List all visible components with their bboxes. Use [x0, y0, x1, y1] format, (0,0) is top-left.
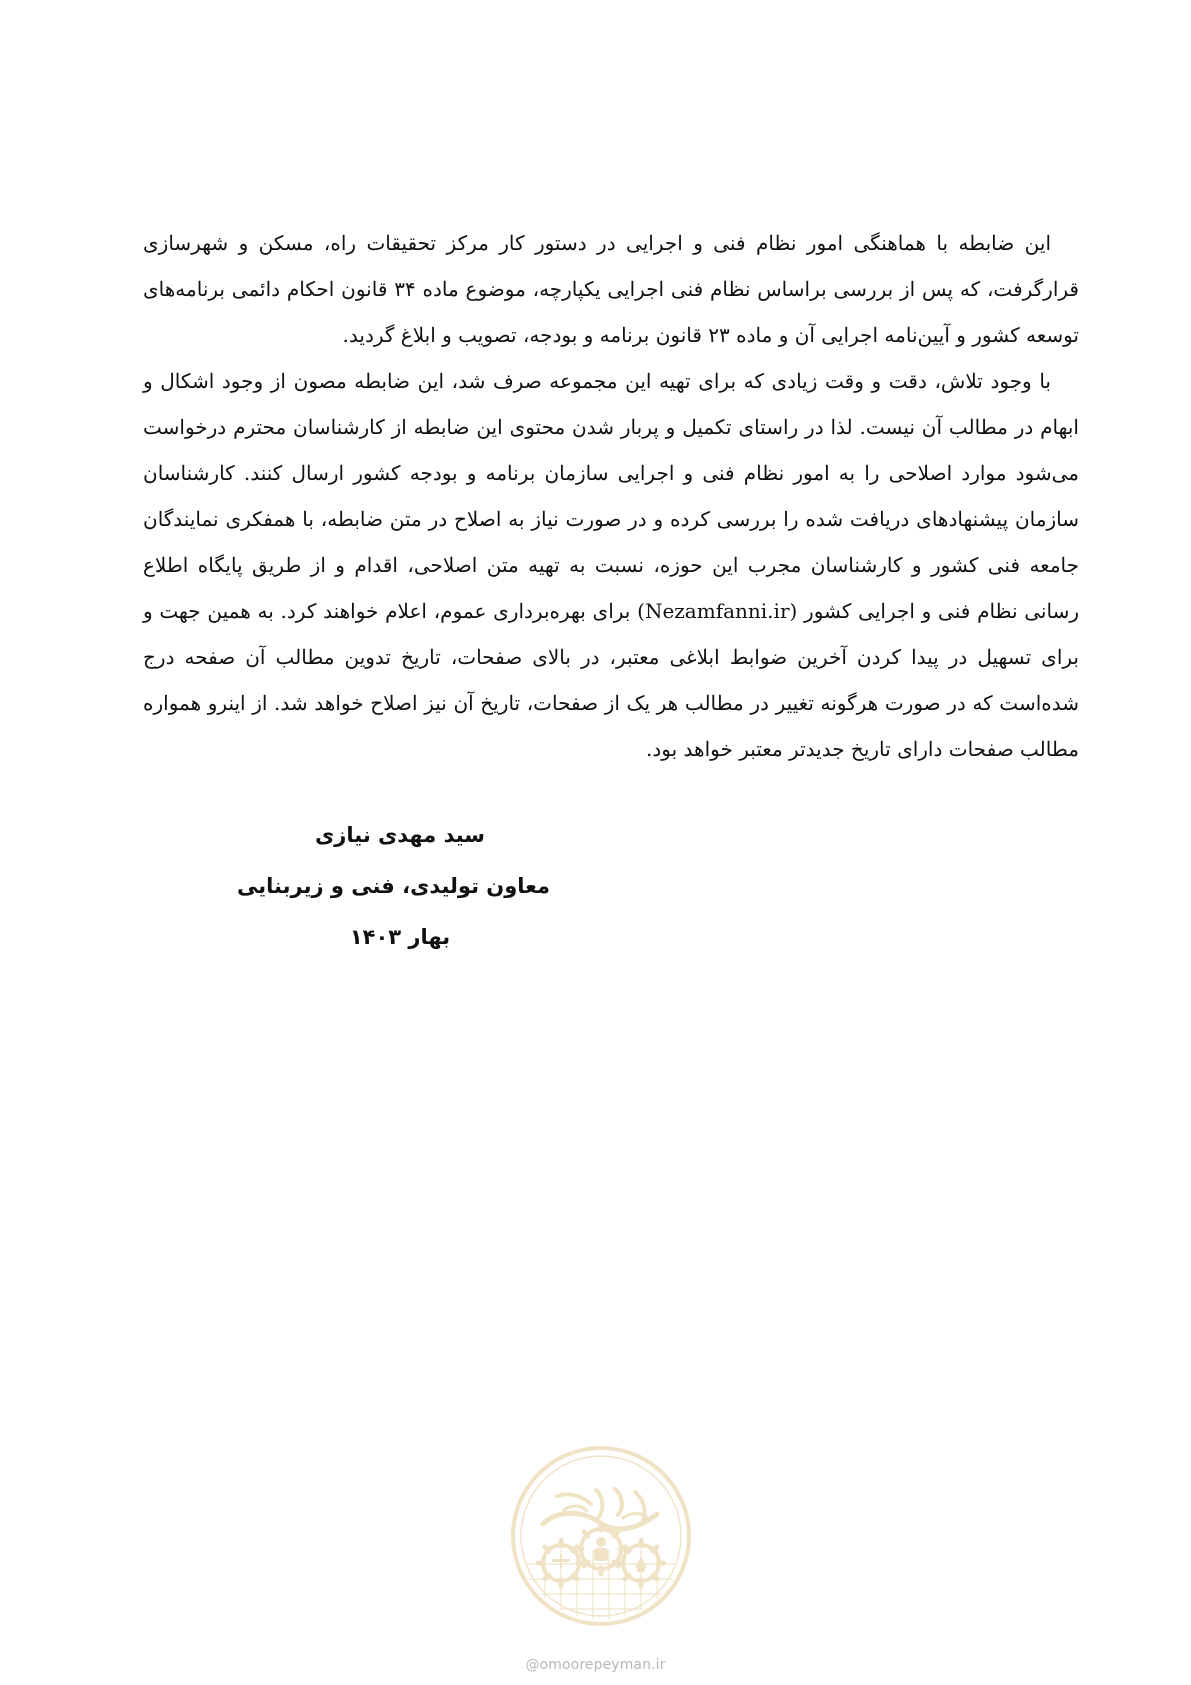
document-body	[143, 220, 1079, 772]
watermark-logo	[503, 1438, 699, 1653]
watermark-seal-icon	[503, 1438, 699, 1634]
watermark-site-text: @omoorepeyman.ir	[525, 1657, 666, 1673]
signature-date: بهار ۱۴۰۳	[349, 925, 451, 949]
intro-paragraph: این ضابطه با هماهنگی امور نظام فنی و اجرایی در دستور کار مرکز تحقیقات راه، مسکن و شهرسازی قرارگرفت، که پس از بررسی براساس نظام فنی اجرایی یکپارچه، موضوع ماده ۳۴ قانون احکام دائمی برنامه‌های توسعه کشور و آیین‌نامه اجرایی آن و ماده ۲۳ قانون برنامه و بودجه، تصویب و ابلاغ گردید.	[143, 231, 1079, 347]
signatory-title: معاون تولیدی، فنی و زیربنایی	[237, 874, 550, 898]
feedback-paragraph: با وجود تلاش، دقت و وقت زیادی که برای تهیه این مجموعه صرف شد، این ضابطه مصون از وجود اشکال و ابهام در مطالب آن نیست. لذا در راستای تکمیل و پربار شدن محتوی این ضابطه از کارشناسان محترم درخواست می‌شود موارد اصلاحی را به امور نظام فنی و اجرایی سازمان برنامه و بودجه کشور ارسال کنند. کارشناسان سازمان پیشنهادهای دریافت شده را بررسی کرده و در صورت نیاز به اصلاح در متن ضابطه، با همفکری نمایندگان جامعه فنی کشور و کارشناسان مجرب این حوزه، نسبت به تهیه متن اصلاحی، اقدام و از طریق پایگاه اطلاع رسانی نظام فنی و اجرایی کشور (Nezamfanni.ir) برای بهره‌برداری عموم، اعلام خواهند کرد. به همین جهت و برای تسهیل در پیدا کردن آخرین ضوابط ابلاغی معتبر، در بالای صفحات، تاریخ تدوین مطالب آن صفحه درج شده‌است که در صورت هرگونه تغییر در مطالب هر یک از صفحات، تاریخ آن نیز اصلاح خواهد شد. از اینرو همواره مطالب صفحات دارای تاریخ جدیدتر معتبر خواهد بود.	[143, 369, 1080, 761]
signature-block	[237, 810, 550, 963]
signatory-name: سید مهدی نیازی	[315, 823, 485, 847]
